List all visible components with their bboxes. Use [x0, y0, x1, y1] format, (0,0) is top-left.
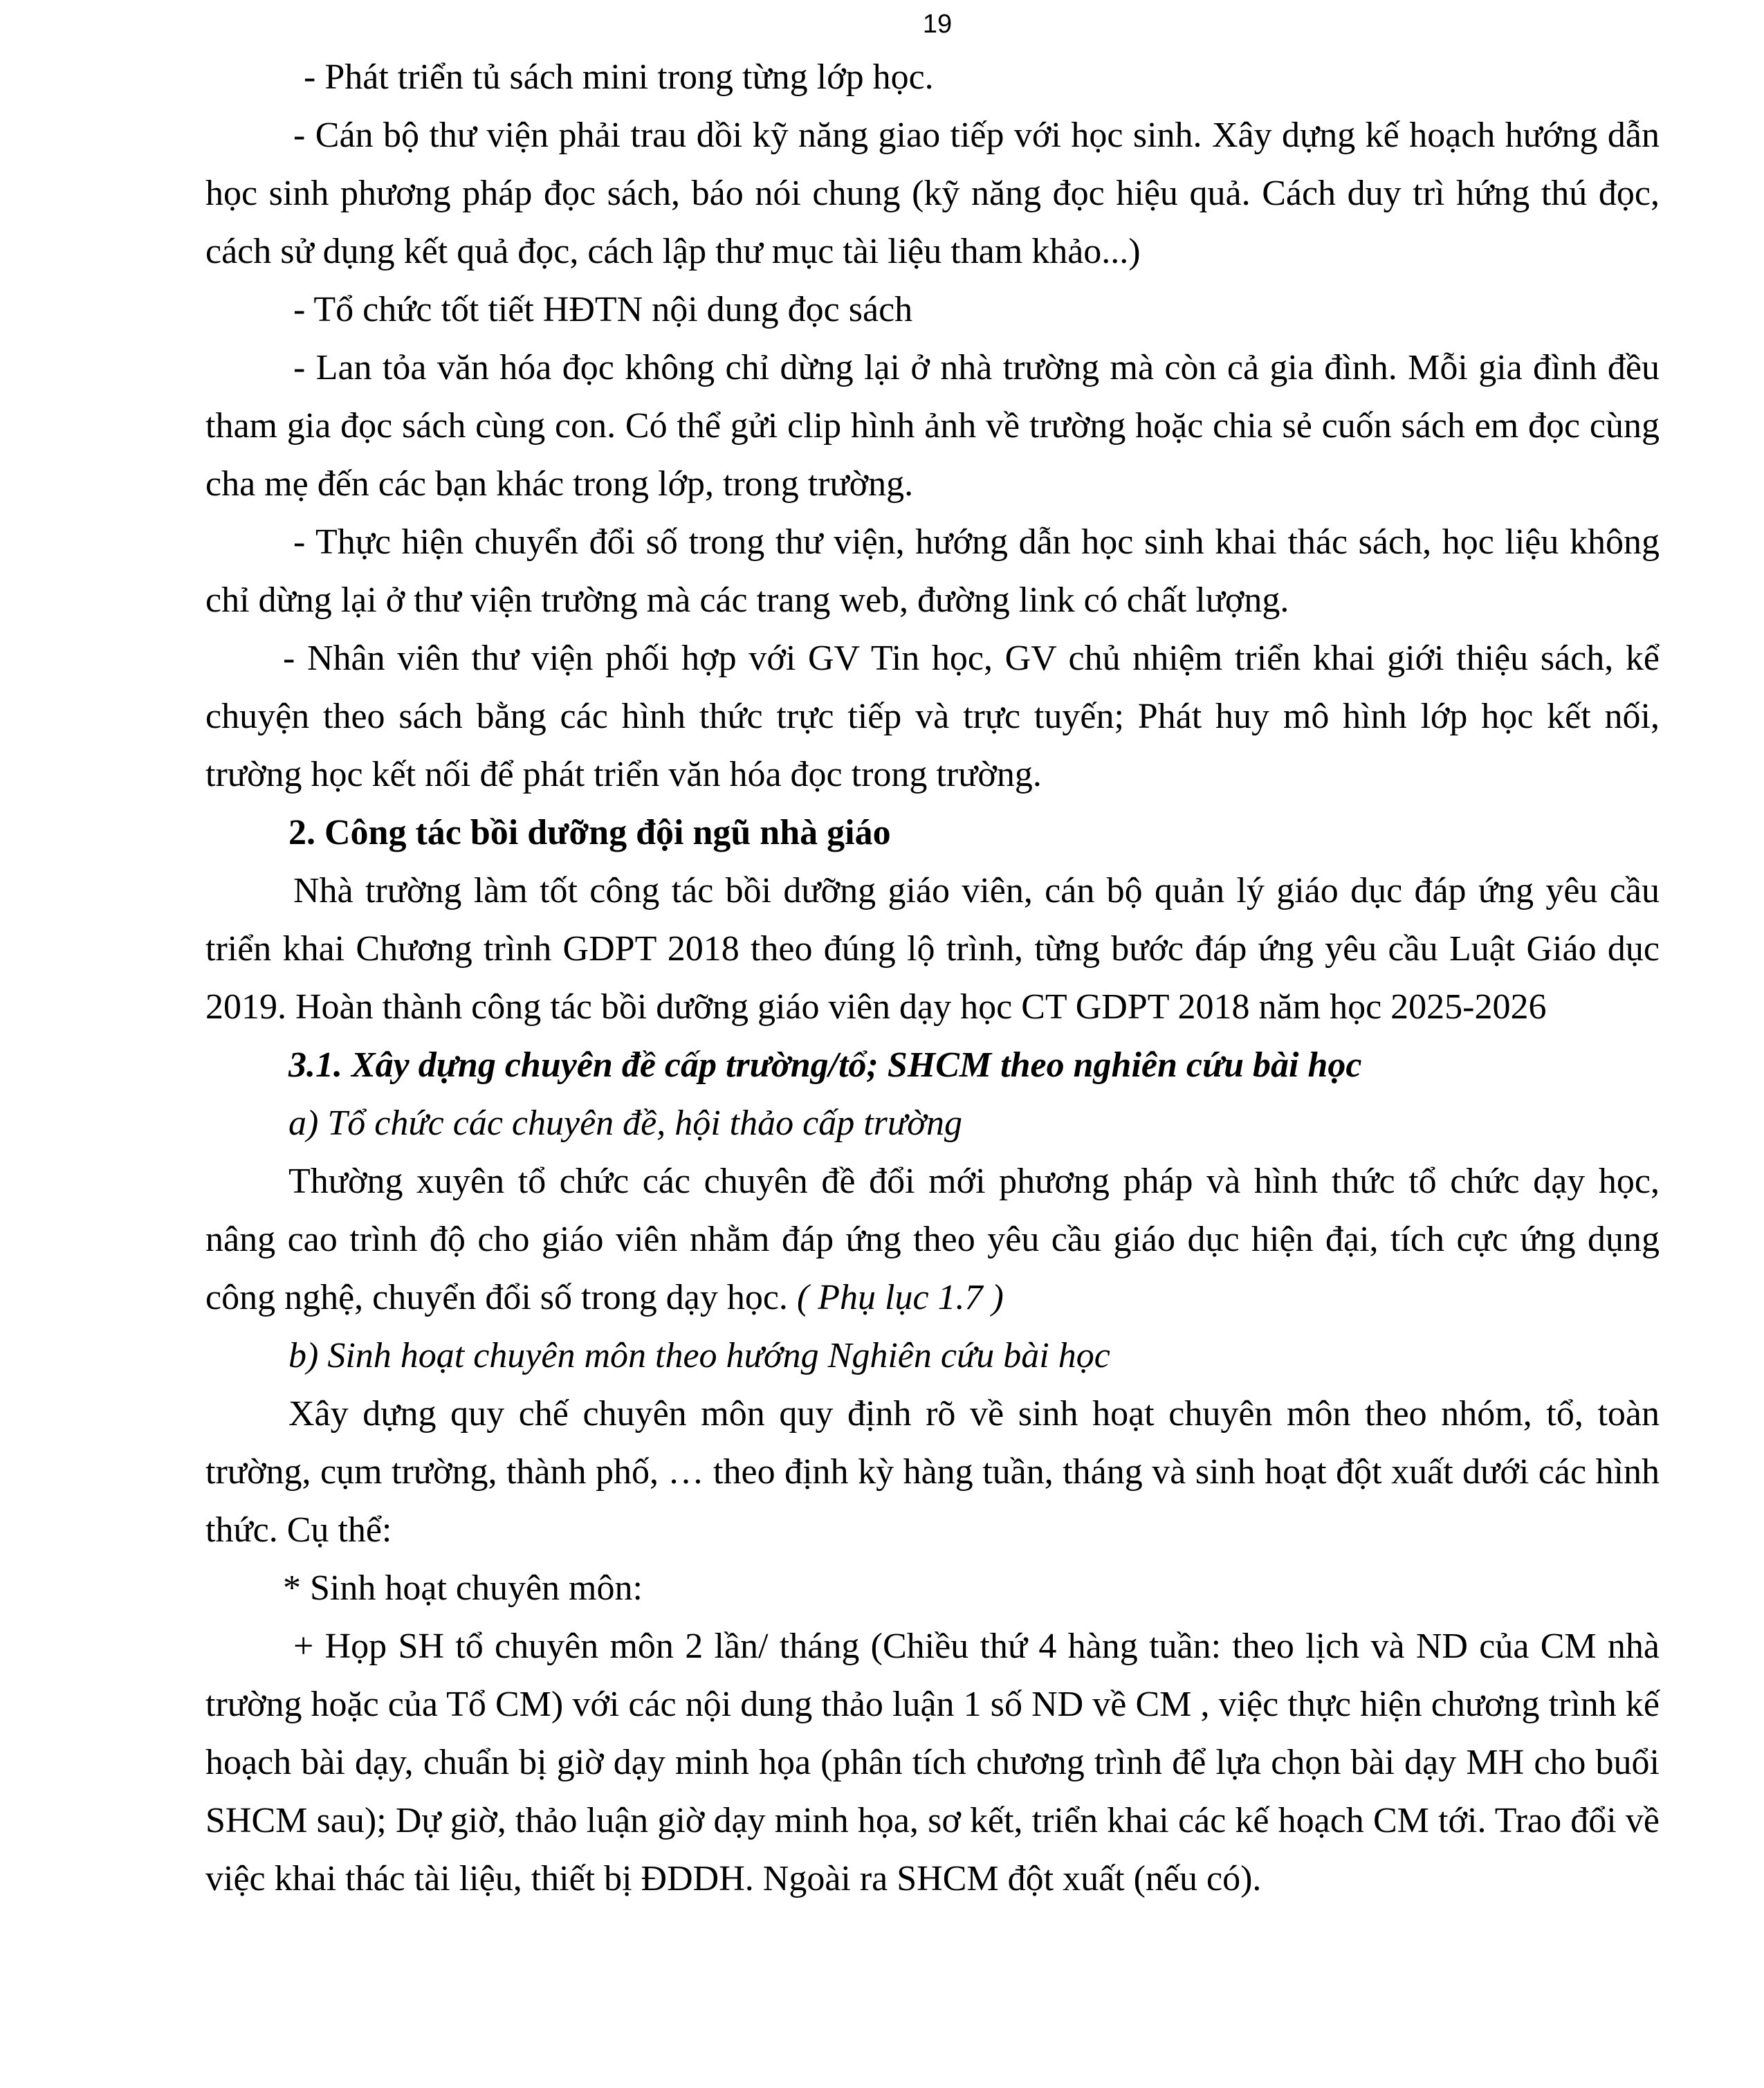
plus-item-meetings: + Họp SH tổ chuyên môn 2 lần/ tháng (Chiều thứ 4 hàng tuần: theo lịch và ND của CM nhà trường hoặc của Tổ CM) với các nội dung thảo luận 1 số ND về CM , việc thực hiện chương trình kế hoạch bài dạy, chuẩn bị giờ dạy minh họa (phân tích chương trình để lựa chọn bài dạy MH cho buổi SHCM sau); Dự giờ, thảo luận giờ dạy minh họa, sơ kết, triển khai các kế hoạch CM tới. Trao đổi về việc khai thác tài liệu, thiết bị ĐDDH. Ngoài ra SHCM đột xuất (nếu có).: [205, 1627, 1660, 1898]
subsection-b-body: Xây dựng quy chế chuyên môn quy định rõ về sinh hoạt chuyên môn theo nhóm, tổ, toàn trường, cụm trường, thành phố, … theo định kỳ hàng tuần, tháng và sinh hoạt đột xuất dưới các hình thức. Cụ thể:: [205, 1394, 1660, 1550]
page-number: 19: [922, 10, 953, 39]
section-3-1-heading: 3.1. Xây dựng chuyên đề cấp trường/tổ; SHCM theo nghiên cứu bài học: [288, 1045, 1362, 1085]
appendix-reference: ( Phụ lục 1.7 ): [796, 1278, 1004, 1317]
star-item-shcm: * Sinh hoạt chuyên môn:: [283, 1568, 643, 1608]
document-body: [205, 48, 1660, 1908]
paragraph-library-staff: - Nhân viên thư viện phối hợp với GV Tin học, GV chủ nhiệm triển khai giới thiệu sách, kể chuyện theo sách bằng các hình thức trực tiếp và trực tuyến; Phát huy mô hình lớp học kết nối, trường học kết nối để phát triển văn hóa đọc trong trường.: [205, 639, 1660, 794]
section-2-body: Nhà trường làm tốt công tác bồi dưỡng giáo viên, cán bộ quản lý giáo dục đáp ứng yêu cầu triển khai Chương trình GDPT 2018 theo đúng lộ trình, từng bước đáp ứng yêu cầu Luật Giáo dục 2019. Hoàn thành công tác bồi dưỡng giáo viên dạy học CT GDPT 2018 năm học 2025-2026: [205, 871, 1660, 1027]
subsection-a-heading: a) Tổ chức các chuyên đề, hội thảo cấp trường: [288, 1103, 963, 1143]
paragraph-mini-bookshelf: - Phát triển tủ sách mini trong từng lớp học.: [304, 57, 934, 97]
subsection-a-body: [205, 1153, 1660, 1327]
subsection-b-heading: b) Sinh hoạt chuyên môn theo hướng Nghiên cứu bài học: [288, 1336, 1110, 1375]
paragraph-hdtn-reading: - Tổ chức tốt tiết HĐTN nội dung đọc sách: [293, 290, 913, 329]
paragraph-digital-transformation: - Thực hiện chuyển đổi số trong thư viện, hướng dẫn học sinh khai thác sách, học liệu không chỉ dừng lại ở thư viện trường mà các trang web, đường link có chất lượng.: [205, 522, 1660, 620]
paragraph-librarian-skills: - Cán bộ thư viện phải trau dồi kỹ năng giao tiếp với học sinh. Xây dựng kế hoạch hướng dẫn học sinh phương pháp đọc sách, báo nói chung (kỹ năng đọc hiệu quả. Cách duy trì hứng thú đọc, cách sử dụng kết quả đọc, cách lập thư mục tài liệu tham khảo...): [205, 116, 1660, 271]
paragraph-reading-culture: - Lan tỏa văn hóa đọc không chỉ dừng lại ở nhà trường mà còn cả gia đình. Mỗi gia đình đều tham gia đọc sách cùng con. Có thể gửi clip hình ảnh về trường hoặc chia sẻ cuốn sách em đọc cùng cha mẹ đến các bạn khác trong lớp, trong trường.: [205, 348, 1660, 504]
section-2-heading: 2. Công tác bồi dưỡng đội ngũ nhà giáo: [288, 813, 891, 852]
subsection-a-text: Thường xuyên tổ chức các chuyên đề đổi mới phương pháp và hình thức tổ chức dạy học, nâng cao trình độ cho giáo viên nhằm đáp ứng theo yêu cầu giáo dục hiện đại, tích cực ứng dụng công nghệ, chuyển đổi số trong dạy học.: [205, 1162, 1660, 1317]
